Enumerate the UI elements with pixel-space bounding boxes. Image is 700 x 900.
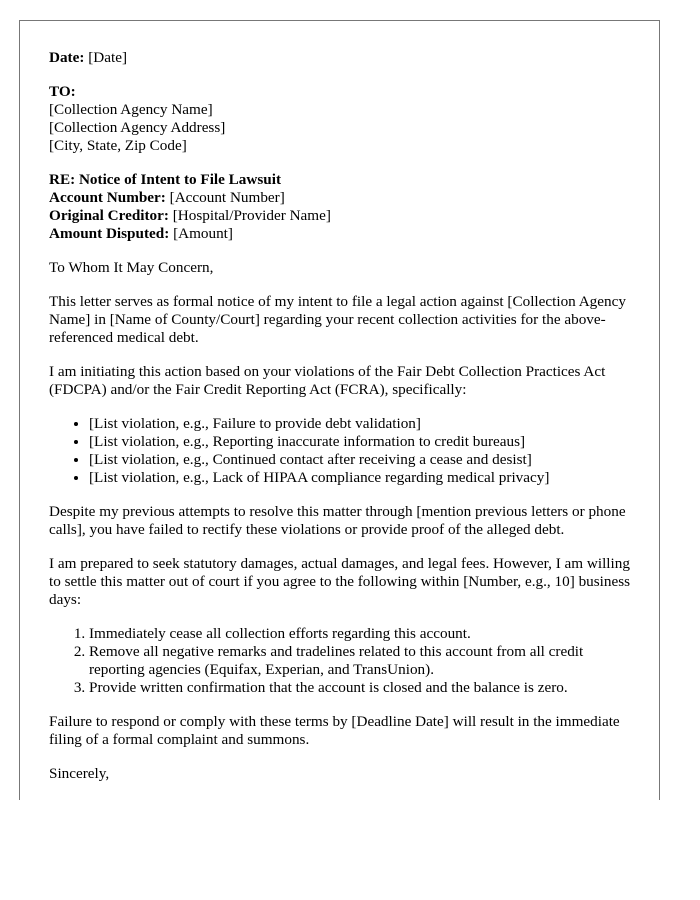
failure-paragraph: Failure to respond or comply with these terms by [Deadline Date] will result in the immediate filing of a formal complaint and summons.	[49, 713, 620, 748]
account-number-label: Account Number:	[49, 189, 166, 206]
date-label: Date:	[49, 49, 85, 66]
amount-disputed-label: Amount Disputed:	[49, 225, 170, 242]
salutation: To Whom It May Concern,	[49, 259, 214, 276]
original-creditor-value: [Hospital/Provider Name]	[172, 207, 331, 224]
original-creditor-label: Original Creditor:	[49, 207, 169, 224]
recipient-block	[49, 83, 639, 155]
recipient-name: [Collection Agency Name]	[49, 101, 213, 118]
term-item: 1. Immediately cease all collection efforts regarding this account.	[89, 625, 639, 643]
violation-item: • [List violation, e.g., Reporting inaccurate information to credit bureaus]	[89, 433, 639, 451]
to-label: TO:	[49, 83, 76, 100]
letter-body	[49, 49, 639, 799]
date-value: [Date]	[88, 49, 128, 66]
account-number-line	[49, 189, 639, 207]
violation-item: • [List violation, e.g., Continued contact after receiving a cease and desist]	[89, 451, 639, 469]
letter-page	[19, 20, 660, 800]
recipient-address: [Collection Agency Address]	[49, 119, 226, 136]
account-number-value: [Account Number]	[169, 189, 285, 206]
recipient-city-state-zip: [City, State, Zip Code]	[49, 137, 187, 154]
intro-paragraph: This letter serves as formal notice of my intent to file a legal action against [Collection Agency Name] in [Name of County/Court] regarding your recent collection activities for the above-referenced medical debt.	[49, 293, 626, 346]
original-creditor-line	[49, 207, 639, 225]
re-subject: RE: Notice of Intent to File Lawsuit	[49, 171, 282, 188]
reference-block	[49, 171, 639, 243]
attempts-paragraph: Despite my previous attempts to resolve this matter through [mention previous letters or phone calls], you have failed to rectify these violations or provide proof of the alleged debt.	[49, 503, 626, 538]
settlement-paragraph: I am prepared to seek statutory damages, actual damages, and legal fees. However, I am willing to settle this matter out of court if you agree to the following within [Number, e.g., 10] business days:	[49, 555, 631, 608]
settlement-terms-list	[49, 625, 639, 697]
amount-disputed-line	[49, 225, 639, 243]
term-item: 2. Remove all negative remarks and tradelines related to this account from all credit reporting agencies (Equifax, Experian, and TransUnion).	[89, 643, 639, 679]
term-item: 3. Provide written confirmation that the account is closed and the balance is zero.	[89, 679, 639, 697]
violation-item: • [List violation, e.g., Lack of HIPAA compliance regarding medical privacy]	[89, 469, 639, 487]
violation-item: • [List violation, e.g., Failure to provide debt validation]	[89, 415, 639, 433]
date-line	[49, 49, 639, 67]
closing: Sincerely,	[49, 765, 110, 782]
violations-intro-paragraph: I am initiating this action based on your violations of the Fair Debt Collection Practices Act (FDCPA) and/or the Fair Credit Reporting Act (FCRA), specifically:	[49, 363, 606, 398]
amount-disputed-value: [Amount]	[173, 225, 233, 242]
violations-list	[49, 415, 639, 487]
